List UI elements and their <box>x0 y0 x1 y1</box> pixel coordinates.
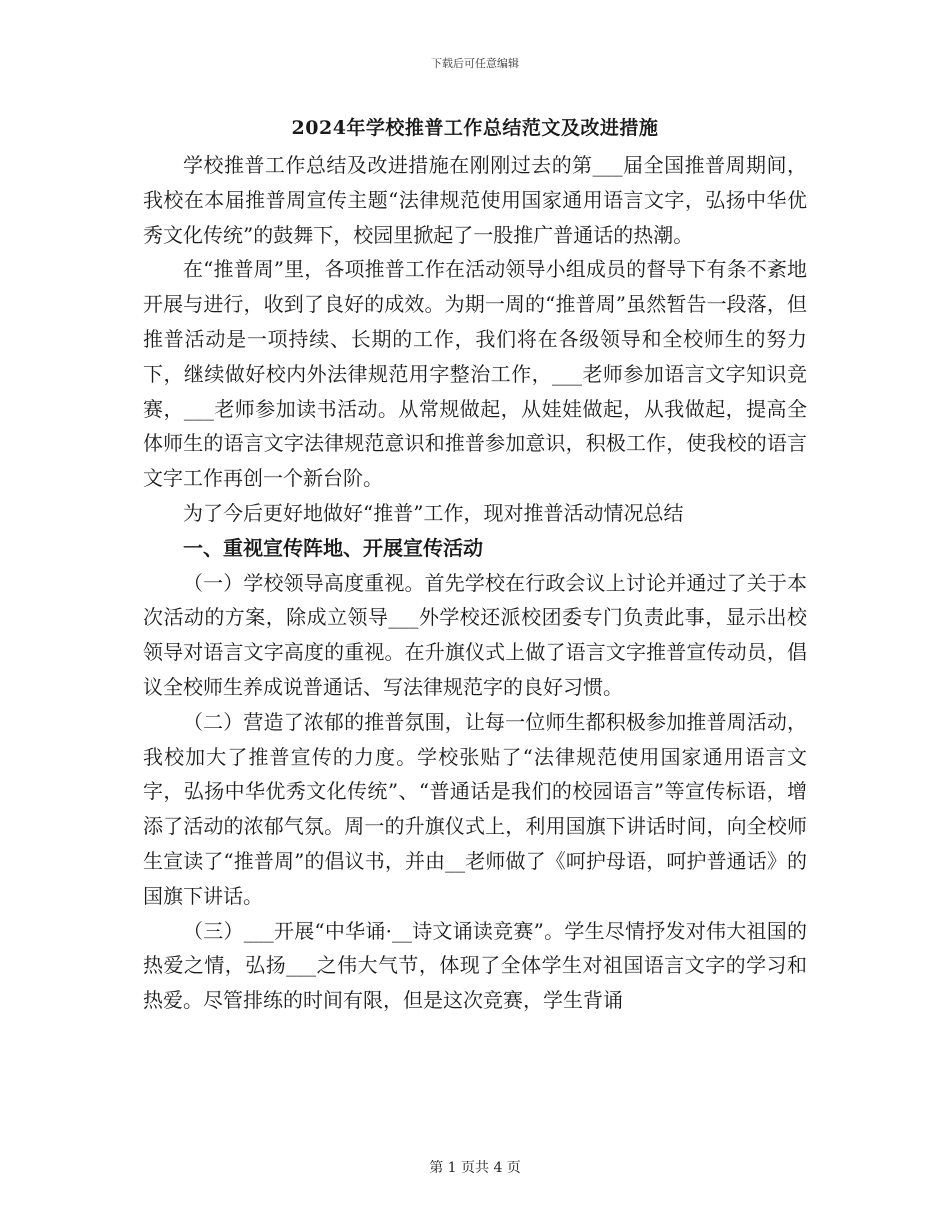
section-heading: 一、重视宣传阵地、开展宣传活动 <box>183 535 483 560</box>
section-paragraph-1: （一）学校领导高度重视。首先学校在行政会议上讨论并通过了关于本次活动的方案，除成立领导___外学校还派校团委专门负责此事，显示出校领导对语言文字高度的重视。在升旗仪式上做了语言文字推普宣传动员，倡议全校师生养成说普通话、写法律规范字的良好习惯。 <box>143 570 807 699</box>
header-note: 下载后可任意编辑 <box>431 57 519 70</box>
section-paragraph-3: （三）___开展“中华诵·__诗文诵读竞赛”。学生尽情抒发对伟大祖国的热爱之情，弘扬___之伟大气节，体现了全体学生对祖国语言文字的学习和热爱。尽管排练的时间有限，但是这次竞赛，学生背诵 <box>143 918 807 1013</box>
document-title: 2024年学校推普工作总结范文及改进措施 <box>291 117 659 139</box>
paragraph-summary-lead: 为了今后更好地做好“推普”工作，现对推普活动情况总结 <box>183 500 684 525</box>
document-body <box>143 148 807 1018</box>
paragraph-activity: 在“推普周”里，各项推普工作在活动领导小组成员的督导下有条不紊地开展与进行，收到了良好的成效。为期一周的“推普周”虽然暂告一段落，但推普活动是一项持续、长期的工作，我们将在各级领导和全校师生的努力下，继续做好校内外法律规范用字整治工作，___老师参加语言文字知识竞赛，___老师参加读书活动。从常规做起，从娃娃做起，从我做起，提高全体师生的语言文字法律规范意识和推普参加意识，积极工作，使我校的语言文字工作再创一个新台阶。 <box>143 257 807 491</box>
page-number: 第 1 页共 4 页 <box>429 1160 521 1176</box>
paragraph-intro: 学校推普工作总结及改进措施在刚刚过去的第___届全国推普周期间，我校在本届推普周宣传主题“法律规范使用国家通用语言文字，弘扬中华优秀文化传统”的鼓舞下，校园里掀起了一股推广普通话的热潮。 <box>143 153 807 247</box>
section-paragraph-2: （二）营造了浓郁的推普氛围，让每一位师生都积极参加推普周活动，我校加大了推普宣传的力度。学校张贴了“法律规范使用国家通用语言文字，弘扬中华优秀文化传统”、“普通话是我们的校园语言”等宣传标语，增添了活动的浓郁气氛。周一的升旗仪式上，利用国旗下讲话时间，向全校师生宣读了“推普周”的倡议书，并由__老师做了《呵护母语，呵护普通话》的国旗下讲话。 <box>143 709 807 908</box>
